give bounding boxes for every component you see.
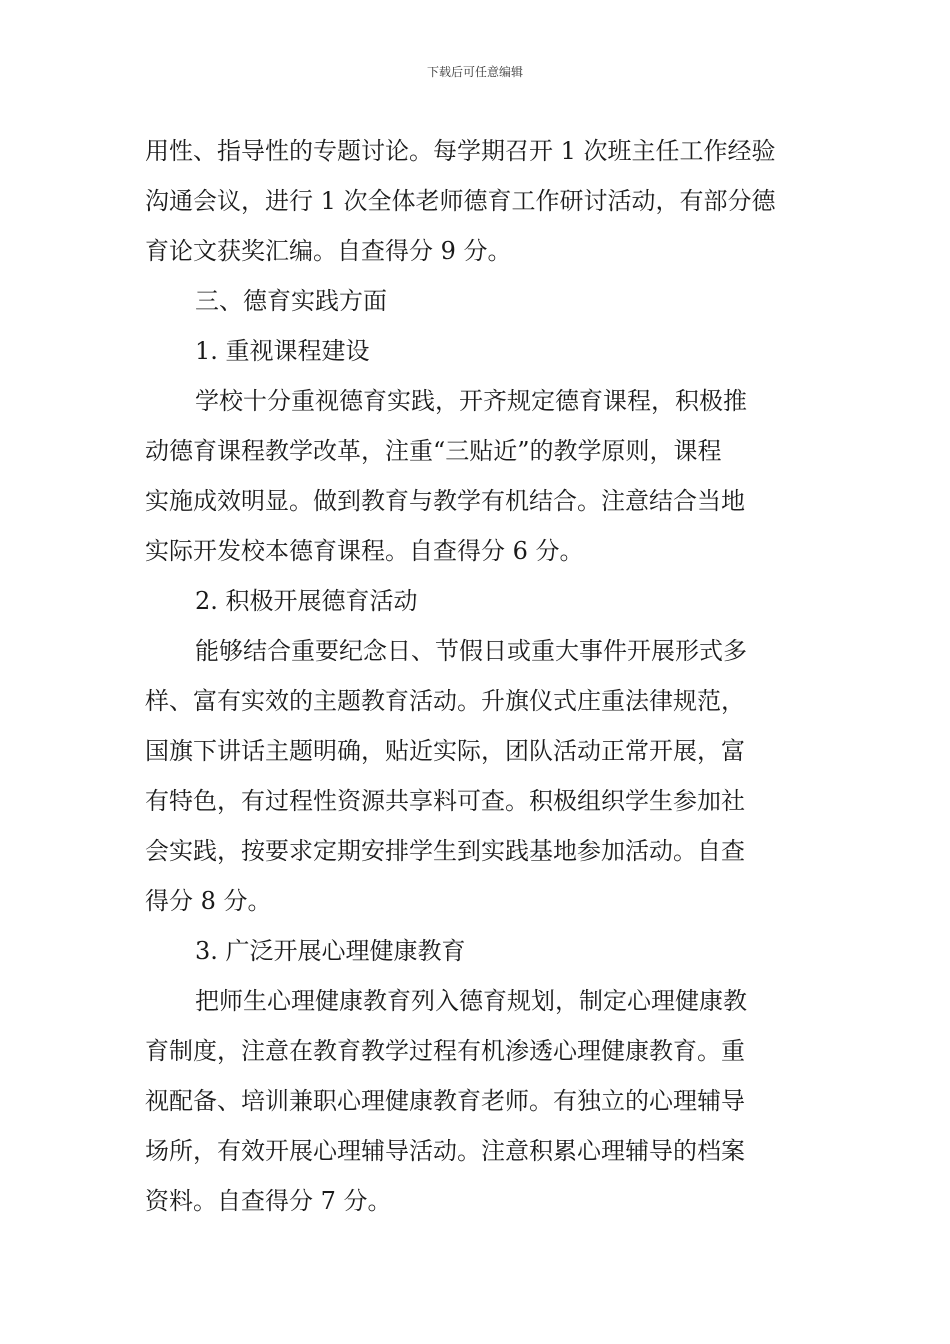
text-line: 场所，有效开展心理辅导活动。注意积累心理辅导的档案 xyxy=(145,1137,745,1165)
subsection-heading: 1. 重视课程建设 xyxy=(195,337,370,365)
subsection-heading: 2. 积极开展德育活动 xyxy=(195,587,418,615)
text-line: 国旗下讲话主题明确，贴近实际，团队活动正常开展，富 xyxy=(145,737,745,765)
document-body xyxy=(145,126,810,1226)
section-heading: 三、德育实践方面 xyxy=(195,287,387,315)
text-line: 育论文获奖汇编。自查得分 9 分。 xyxy=(145,237,512,265)
text-line: 实际开发校本德育课程。自查得分 6 分。 xyxy=(145,537,584,565)
text-line: 实施成效明显。做到教育与教学有机结合。注意结合当地 xyxy=(145,487,745,515)
text-line: 资料。自查得分 7 分。 xyxy=(145,1187,392,1215)
text-line: 会实践，按要求定期安排学生到实践基地参加活动。自查 xyxy=(145,837,745,865)
subsection-heading: 3. 广泛开展心理健康教育 xyxy=(195,937,466,965)
text-line: 把师生心理健康教育列入德育规划，制定心理健康教 xyxy=(195,987,747,1015)
text-line: 学校十分重视德育实践，开齐规定德育课程，积极推 xyxy=(195,387,747,415)
text-line: 得分 8 分。 xyxy=(145,887,272,915)
page-header: 下载后可任意编辑 xyxy=(426,65,523,79)
text-line: 能够结合重要纪念日、节假日或重大事件开展形式多 xyxy=(195,637,747,665)
text-line: 育制度，注意在教育教学过程有机渗透心理健康教育。重 xyxy=(145,1037,745,1065)
text-line: 用性、指导性的专题讨论。每学期召开 1 次班主任工作经验 xyxy=(145,137,776,165)
text-line: 视配备、培训兼职心理健康教育老师。有独立的心理辅导 xyxy=(145,1087,745,1115)
text-line: 沟通会议，进行 1 次全体老师德育工作研讨活动，有部分德 xyxy=(145,187,776,215)
text-line: 动德育课程教学改革，注重“三贴近”的教学原则，课程 xyxy=(145,437,722,465)
text-line: 有特色，有过程性资源共享料可查。积极组织学生参加社 xyxy=(145,787,745,815)
text-line: 样、富有实效的主题教育活动。升旗仪式庄重法律规范， xyxy=(145,687,745,715)
